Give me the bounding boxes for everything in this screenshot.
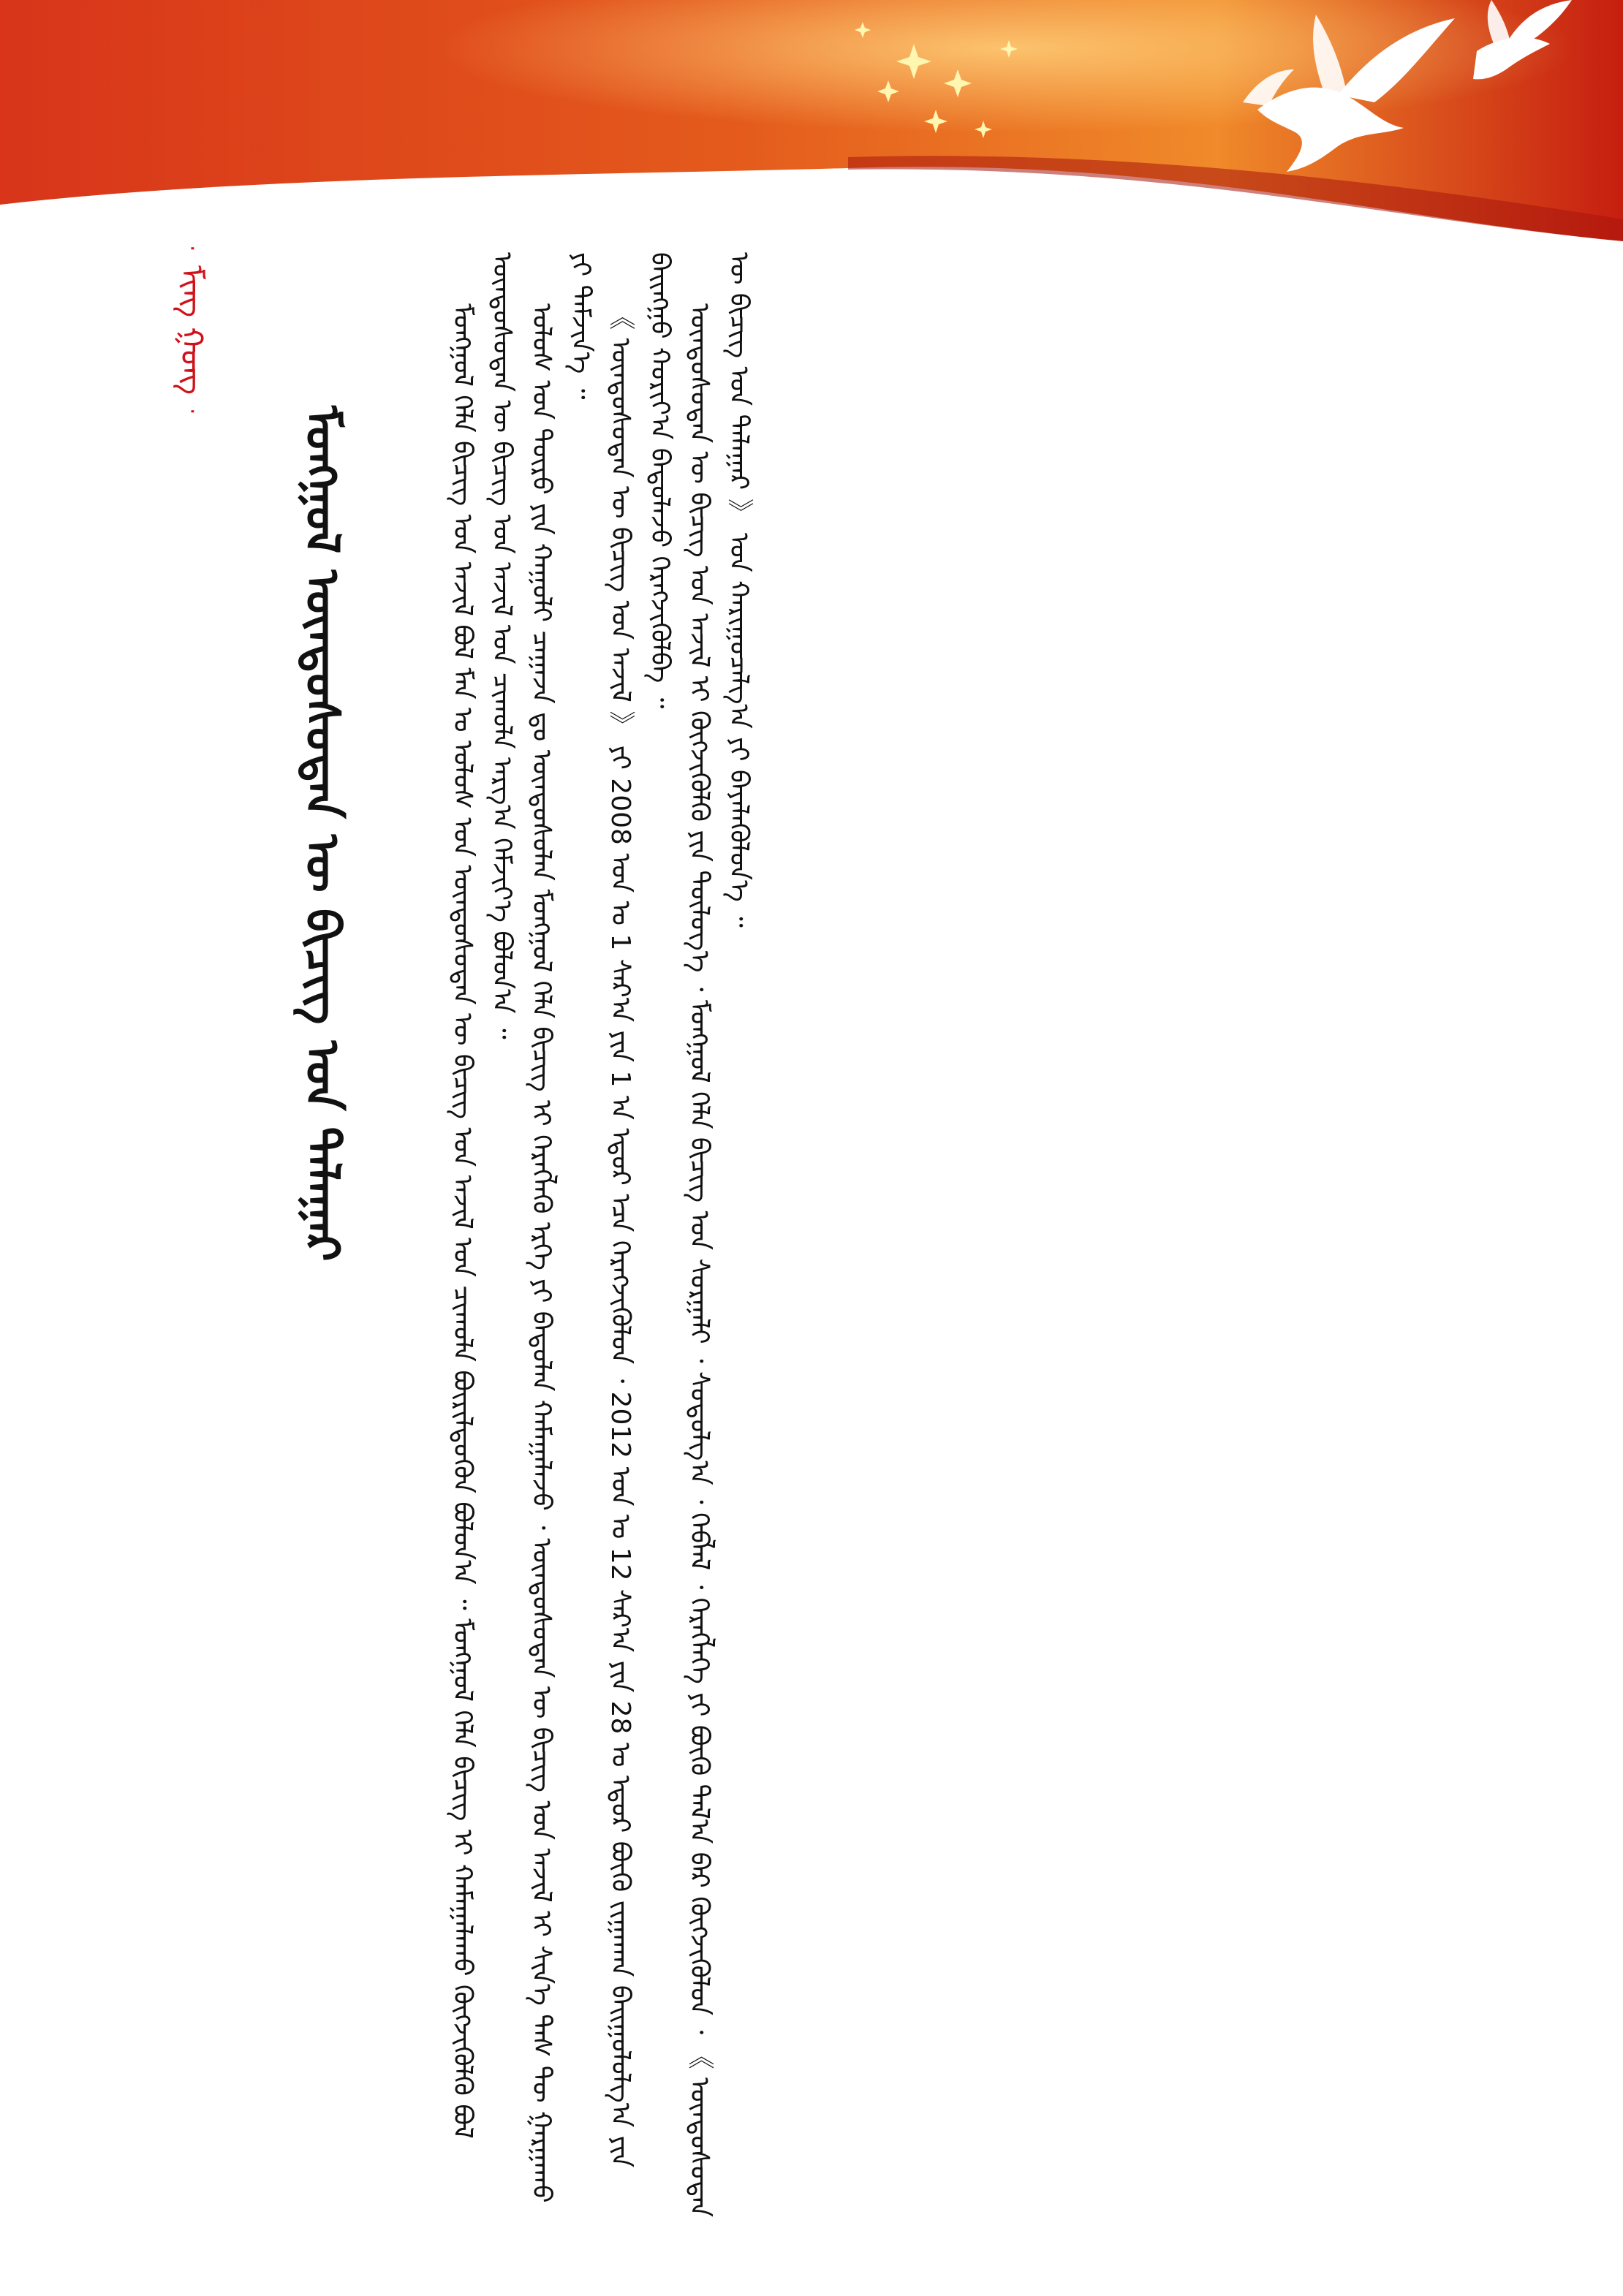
body-paragraph-4: ᠦᠨᠳᠦᠰᠦᠲᠡᠨ ᠦ ᠪᠢᠴᠢᠭ ᠤᠨ ᠠᠵᠢᠯ ᠢ ᠬᠥᠭᠵᠢᠭᠦᠯᠬᠦ ᠶᠢᠨ ᠲᠥᠯᠦᠭ᠎ᠡ ᠂ ᠮᠤᠩᠭᠤᠯ ᠬᠡᠯᠡ ᠪᠢᠴᠢᠭ ᠤᠨ ᠰᠤᠷᠭᠠᠯᠢ ᠂ ᠰᠤᠳᠤᠯᠭ᠎ᠠ ᠂ ᠬᠡᠪᠯᠡᠯ ᠂ ᠬᠡᠷᠡᠭᠯᠡᠭᠡ ᠶᠢ ᠪᠦᠬᠦ ᠲᠠᠯ᠎ᠠ ᠪᠠᠷ ᠬᠥᠭᠵᠢᠭᠦᠯᠦᠨ ᠂ 《 ᠦᠨᠳᠦᠰᠦᠲᠡᠨ ᠦ ᠪᠢᠴᠢᠭ ᠤᠨ ᠲᠠᠯᠠᠭᠠᠷ 》 ᠤᠨ ᠬᠠᠷᠢᠭᠤᠴᠠᠯᠭ᠎ᠠ ᠶᠢ ᠪᠡᠶᠡᠯᠡᠭᠦᠯᠦᠨ᠎ᠡ ᠃ xyxy=(684,252,754,2218)
body-paragraph-1: ᠮᠤᠩᠭᠤᠯ ᠬᠡᠯᠡ ᠪᠢᠴᠢᠭ ᠤᠨ ᠠᠵᠢᠯ ᠪᠣᠯ ᠮᠠᠨ ᠤ ᠤᠯᠤᠰ ᠤᠨ ᠦᠨᠳᠦᠰᠦᠲᠡᠨ ᠦ ᠪᠢᠴᠢᠭ ᠤᠨ ᠠᠵᠢᠯ ᠤᠨ ᠴᠢᠬᠤᠯᠠ ᠪᠦᠷᠢᠯᠳᠦᠬᠦᠨ ᠪᠣᠯᠤᠨ᠎ᠠ ᠃ ᠮᠤᠩᠭᠤᠯ ᠬᠡᠯᠡ ᠪᠢᠴᠢᠭ ᠢ ᠬᠠᠮᠠᠭᠠᠯᠠᠬᠤ ᠬᠥᠭᠵᠢᠭᠦᠯᠬᠦ ᠪᠣᠯ ᠦᠨᠳᠦᠰᠦᠲᠡᠨ ᠦ ᠪᠢᠴᠢᠭ ᠤᠨ ᠠᠵᠢᠯ ᠤᠨ ᠴᠢᠬᠤᠯᠠ ᠠᠷᠭ᠎ᠠ ᠬᠡᠮᠵᠢᠶ᠎ᠡ ᠪᠣᠯᠤᠨ᠎ᠠ ᠃ xyxy=(447,252,517,2139)
body-paragraph-2: ᠤᠯᠤᠰ ᠤᠨ ᠲᠥᠷᠦ ᠶᠢᠨ ᠬᠠᠭᠤᠯᠢ ᠴᠠᠭᠠᠵᠠ ᠳᠤ ᠦᠨᠳᠦᠰᠦᠯᠡᠨ ᠮᠤᠩᠭᠤᠯ ᠬᠡᠯᠡ ᠪᠢᠴᠢᠭ ᠢ ᠬᠡᠷᠡᠭᠯᠡᠬᠦ ᠡᠷᠬᠡ ᠶᠢ ᠪᠠᠲᠤᠯᠠᠨ ᠬᠠᠮᠠᠭᠠᠯᠠᠵᠤ ᠂ ᠦᠨᠳᠦᠰᠦᠲᠡᠨ ᠦ ᠪᠢᠴᠢᠭ ᠤᠨ ᠠᠵᠢᠯ ᠢ ᠰᠢᠨ᠎ᠡ ᠳᠡᠰ ᠲᠦ ᠭᠠᠷᠭᠠᠬᠤ ᠶᠢ ᠳᠡᠮᠵᠢᠨ᠎ᠡ ᠃ xyxy=(526,252,596,2203)
author-name: ᠮᠢᠩ ᠭᠤᠩ xyxy=(174,265,210,395)
author-marker-top: · xyxy=(179,245,205,252)
header-banner xyxy=(0,0,1623,241)
doves-and-stars-illustration xyxy=(0,0,1623,241)
author-marker-bottom: · xyxy=(179,407,205,415)
body-paragraph-3: 《 ᠦᠨᠳᠦᠰᠦᠲᠡᠨ ᠦ ᠪᠢᠴᠢᠭ ᠤᠨ ᠠᠵᠢᠯ 》 ᠶᠢ 2008 ᠣᠨ ᠤ 1 ᠰᠠᠷ᠎ᠠ ᠶᠢᠨ 1 ᠡᠨ ᠡᠳᠦᠷ ᠡᠴᠡ ᠬᠡᠷᠡᠭᠵᠢᠭᠦᠯᠦᠨ ᠂ 2012 ᠣᠨ ᠤ 12 ᠰᠠᠷ᠎ᠠ ᠶᠢᠨ 28 ᠤ ᠡᠳᠦᠷ ᠪᠦᠬᠦ ᠵᠢᠭᠠᠬᠠᠨ ᠪᠠᠢᠭᠤᠯᠤᠯᠭ᠎ᠠ ᠶᠢᠨ ᠪᠠᠢᠩᠭᠤ ᠬᠣᠷᠢᠶ᠎ᠠ ᠪᠠᠲᠤᠯᠠᠵᠤ ᠬᠡᠷᠡᠭᠵᠢᠭᠦᠯᠪᠡ ᠃ xyxy=(605,252,675,2168)
article-body xyxy=(442,252,1590,2226)
author-line xyxy=(170,245,213,596)
article-title: ᠮᠤᠩᠭᠤᠯ ᠦᠨᠳᠦᠰᠦᠲᠡᠨ ᠦ ᠪᠢᠴᠢᠭ ᠤᠨ ᠲᠠᠯᠠᠭᠠᠷ xyxy=(295,406,349,1262)
